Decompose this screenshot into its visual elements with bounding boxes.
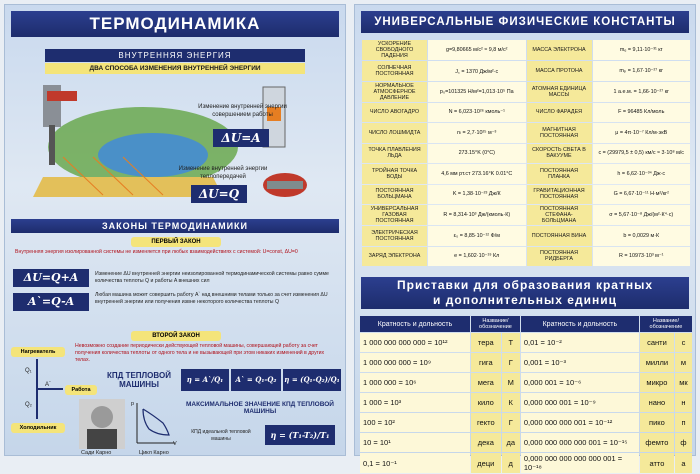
constant-name: ПОСТОЯННАЯ РИДБЕРГА — [527, 247, 592, 267]
constant-value: g=9,80665 м/с² ≈ 9,8 м/с² — [428, 40, 526, 60]
prefix-name: нано — [640, 393, 674, 412]
prefix-row — [360, 433, 692, 452]
internal-energy-heading: ВНУТРЕННЯЯ ЭНЕРГИЯ — [45, 49, 305, 62]
first-law-text-2: Любая машина может совершить работу A` над внешними телами только за счет изменения ΔU внутренней энергии или получения извне некоторого количества теплоты Q — [95, 292, 328, 306]
thermodynamics-poster — [4, 4, 346, 456]
constant-row — [362, 185, 690, 205]
prefix-multiple: 1 000 000 000 = 10⁹ — [360, 353, 470, 372]
heat-caption: Изменение внутренней энергии теплопередачей — [178, 166, 268, 181]
prefix-multiple: 0,000 000 000 000 000 001 = 10⁻¹⁸ — [521, 453, 639, 473]
cooler-label: Холодильник — [11, 423, 65, 433]
prefix-name: мега — [471, 373, 501, 392]
prefix-symbol: да — [502, 433, 520, 452]
prefix-name: фемто — [640, 433, 674, 452]
ideal-caption: КПД идеальной тепловой машины — [191, 429, 251, 442]
heat-formula: ΔU=Q — [191, 185, 247, 203]
constant-name: ЧИСЛО ЛОШМИДТА — [362, 123, 427, 143]
prefix-multiple: 0,001 = 10⁻³ — [521, 353, 639, 372]
cycle-caption: Цикл Карно — [139, 450, 169, 456]
constant-name: МАГНИТНАЯ ПОСТОЯННАЯ — [527, 123, 592, 143]
prefix-symbol: с — [675, 333, 692, 352]
constant-value: mₑ = 9,11·10⁻³¹ кг — [593, 40, 691, 60]
prefix-symbol: К — [502, 393, 520, 412]
laws-heading: ЗАКОНЫ ТЕРМОДИНАМИКИ — [11, 219, 339, 233]
prefix-symbol: м — [675, 353, 692, 372]
constant-value: 4,6 мм рт.ст 273.16°K 0.01°C — [428, 164, 526, 184]
constant-name: ГРАВИТАЦИОННАЯ ПОСТОЯННАЯ — [527, 185, 592, 205]
constant-row — [362, 61, 690, 81]
constant-name: ЗАРЯД ЭЛЕКТРОНА — [362, 247, 427, 267]
constant-row — [362, 247, 690, 267]
carnot-cycle-graph — [133, 401, 177, 447]
prefix-header-name: Название/ обозначение — [471, 316, 520, 332]
prefix-multiple: 0,000 000 000 001 = 10⁻¹² — [521, 413, 639, 432]
prefix-multiple: 0,1 = 10⁻¹ — [360, 453, 470, 473]
constant-row — [362, 144, 690, 164]
constant-value: h = 6,62·10⁻³⁴ Дж·с — [593, 164, 691, 184]
a-label: A` — [45, 382, 51, 388]
heater-label: Нагреватель — [11, 347, 65, 357]
prefix-name: микро — [640, 373, 674, 392]
energy-illustration — [23, 77, 323, 207]
prefix-symbol: мк — [675, 373, 692, 392]
constants-table — [361, 39, 691, 267]
constant-name: ЧИСЛО АВОГАДРО — [362, 103, 427, 123]
constant-value: K = 1,38·10⁻²³ Дж/К — [428, 185, 526, 205]
work-label: Работа — [65, 385, 97, 395]
constants-poster — [354, 4, 696, 472]
prefix-multiple: 1 000 000 000 000 = 10¹² — [360, 333, 470, 352]
first-law-formula-2: A`=Q-A — [13, 293, 89, 311]
constant-row — [362, 103, 690, 123]
constant-name: ТРОЙНАЯ ТОЧКА ВОДЫ — [362, 164, 427, 184]
constant-value: e = 1,602·10⁻¹⁹ Кл — [428, 247, 526, 267]
prefix-name: кило — [471, 393, 501, 412]
prefix-header-multiple-2: Кратность и дольность — [521, 316, 639, 332]
constant-value: N = 6,023·10²⁶ кмоль⁻¹ — [428, 103, 526, 123]
first-law-formula-1: ΔU=Q+A — [13, 269, 89, 287]
constant-value: F = 96485 Кл/моль — [593, 103, 691, 123]
constant-name: СКОРОСТЬ СВЕТА В ВАКУУМЕ — [527, 144, 592, 164]
constant-value: ε₀ = 8,85·10⁻¹² Ф/м — [428, 226, 526, 246]
kpd-formula-3: η = (Q₁-Q₂)/Q₁ — [283, 369, 341, 391]
prefix-symbol: п — [675, 413, 692, 432]
prefix-name: гекто — [471, 413, 501, 432]
prefix-row — [360, 373, 692, 392]
prefix-name: дека — [471, 433, 501, 452]
constant-value: R = 10973·10³ м⁻¹ — [593, 247, 691, 267]
constant-value: J꜀ = 1370 Дж/м²·с — [428, 61, 526, 81]
constant-name: НОРМАЛЬНОЕ АТМОСФЕРНОЕ ДАВЛЕНИЕ — [362, 82, 427, 102]
prefix-symbol: а — [675, 453, 692, 473]
prefix-symbol: Т — [502, 333, 520, 352]
constant-value: σ = 5,67·10⁻⁸ Дж/(м²·К⁴·с) — [593, 205, 691, 225]
prefix-symbol: Г — [502, 413, 520, 432]
constant-name: ПОСТОЯННАЯ БОЛЬЦМАНА — [362, 185, 427, 205]
prefix-symbol: М — [502, 373, 520, 392]
prefix-multiple: 0,000 000 000 000 001 = 10⁻¹⁵ — [521, 433, 639, 452]
constant-value: 1 а.е.м. = 1,66·10⁻²⁷ кг — [593, 82, 691, 102]
second-law-text: Невозможно создание периодически действующей тепловой машины, совершающей работу за счет получения количества теплоты от одного тела и не вызывающей при этом никаких изменений в других телах. — [75, 343, 325, 364]
constant-name: МАССА ПРОТОНА — [527, 61, 592, 81]
constant-name: ПОСТОЯННАЯ ПЛАНКА — [527, 164, 592, 184]
q2-label: Q₂ — [25, 402, 32, 408]
prefix-multiple: 0,000 001 = 10⁻⁶ — [521, 373, 639, 392]
prefix-symbol: Г — [502, 353, 520, 372]
portrait-caption: Сади Карно — [81, 450, 112, 456]
first-law-statement: Внутренняя энергия изолированной системы не изменяется при любых взаимодействиях с системой: U=const, ΔU=0 — [15, 249, 298, 255]
first-law-text-1: Изменение ΔU внутренней энергии неизолированной термодинамической системы равно сумме количества теплоты Q и работы A внешних сил — [95, 271, 329, 285]
constant-row — [362, 123, 690, 143]
prefix-multiple: 10 = 10¹ — [360, 433, 470, 452]
constant-name: ПОСТОЯННАЯ СТЕФАНА-БОЛЬЦМАНА — [527, 205, 592, 225]
prefix-name: гига — [471, 353, 501, 372]
q1-label: Q₁ — [25, 368, 32, 374]
kpd-title: КПД ТЕПЛОВОЙ МАШИНЫ — [107, 371, 171, 389]
work-formula: ΔU=A — [213, 129, 269, 147]
prefix-title-line-2: и дополнительных единиц — [433, 293, 617, 307]
constant-value: μ = 4π·10⁻⁷ Кл/м·экВ — [593, 123, 691, 143]
prefix-row — [360, 333, 692, 352]
prefix-multiple: 0,000 000 001 = 10⁻⁹ — [521, 393, 639, 412]
constant-name: ТОЧКА ПЛАВЛЕНИЯ ЛЬДА — [362, 144, 427, 164]
second-law-heading: ВТОРОЙ ЗАКОН — [131, 331, 221, 341]
constant-row — [362, 205, 690, 225]
kpd-formula-1: η = A`/Q₁ — [181, 369, 229, 391]
first-law-heading: ПЕРВЫЙ ЗАКОН — [131, 237, 221, 247]
kpd-formula-2: A` = Q₁-Q₂ — [231, 369, 281, 391]
constant-name: ЭЛЕКТРИЧЕСКАЯ ПОСТОЯННАЯ — [362, 226, 427, 246]
prefix-row — [360, 353, 692, 372]
carnot-portrait — [79, 399, 125, 449]
prefix-row — [360, 413, 692, 432]
constant-name: УСКОРЕНИЕ СВОБОДНОГО ПАДЕНИЯ — [362, 40, 427, 60]
work-caption: Изменение внутренней энергии совершением работы — [198, 104, 287, 119]
max-kpd-title: МАКСИМАЛЬНОЕ ЗНАЧЕНИЕ КПД ТЕПЛОВОЙ МАШИНЫ — [186, 401, 334, 415]
constant-value: b = 0,0029 м·К — [593, 226, 691, 246]
prefix-name: милли — [640, 353, 674, 372]
prefix-name: деци — [471, 453, 501, 473]
prefix-row — [360, 453, 692, 473]
prefix-symbol: н — [675, 393, 692, 412]
prefix-multiple: 1 000 000 = 10⁶ — [360, 373, 470, 392]
prefix-title-line-1: Приставки для образования кратных — [396, 278, 654, 292]
constant-value: 273.15°K (0°C) — [428, 144, 526, 164]
axis-p: p — [131, 401, 135, 407]
poster-title: ТЕРМОДИНАМИКА — [11, 11, 339, 37]
constant-value: p₀=101325 Н/м²=1,013·10⁵ Па — [428, 82, 526, 102]
prefix-name: атто — [640, 453, 674, 473]
prefix-name: пико — [640, 413, 674, 432]
constant-value: mₚ = 1,67·10⁻²⁷ кг — [593, 61, 691, 81]
prefix-header-multiple: Кратность и дольность — [360, 316, 470, 332]
constant-name: УНИВЕРСАЛЬНАЯ ГАЗОВАЯ ПОСТОЯННАЯ — [362, 205, 427, 225]
max-kpd-formula: η = (T₁-T₂)/T₁ — [265, 425, 335, 445]
constant-row — [362, 164, 690, 184]
constant-name: ПОСТОЯННАЯ ВИНА — [527, 226, 592, 246]
constant-value: G = 6,67·10⁻¹¹ Н·м²/кг² — [593, 185, 691, 205]
prefix-symbol: ф — [675, 433, 692, 452]
axis-v: V — [173, 441, 177, 447]
prefix-multiple: 1 000 = 10³ — [360, 393, 470, 412]
constant-name: АТОМНАЯ ЕДИНИЦА МАССЫ — [527, 82, 592, 102]
two-ways-subheading: ДВА СПОСОБА ИЗМЕНЕНИЯ ВНУТРЕННЕЙ ЭНЕРГИИ — [45, 63, 305, 74]
prefix-name: санти — [640, 333, 674, 352]
constant-name: СОЛНЕЧНАЯ ПОСТОЯННАЯ — [362, 61, 427, 81]
constant-name: ЧИСЛО ФАРАДЕЯ — [527, 103, 592, 123]
constants-title: УНИВЕРСАЛЬНЫЕ ФИЗИЧЕСКИЕ КОНСТАНТЫ — [361, 11, 689, 33]
constant-value: R = 8,314·10³ Дж/(кмоль·К) — [428, 205, 526, 225]
prefix-table — [359, 315, 693, 474]
prefix-symbol: д — [502, 453, 520, 473]
prefix-row — [360, 393, 692, 412]
constant-row — [362, 226, 690, 246]
constant-row — [362, 82, 690, 102]
prefix-header-name-2: Название/ обозначение — [640, 316, 692, 332]
prefix-multiple: 0,01 = 10⁻² — [521, 333, 639, 352]
constant-value: nₗ = 2,7·10²⁵ м⁻³ — [428, 123, 526, 143]
constant-name: МАССА ЭЛЕКТРОНА — [527, 40, 592, 60]
constant-value: c = (29979,5 ± 0,5) км/с ≈ 3·10⁸ м/с — [593, 144, 691, 164]
prefix-name: тера — [471, 333, 501, 352]
prefix-multiple: 100 = 10² — [360, 413, 470, 432]
prefix-title — [361, 277, 689, 309]
constant-row — [362, 40, 690, 60]
